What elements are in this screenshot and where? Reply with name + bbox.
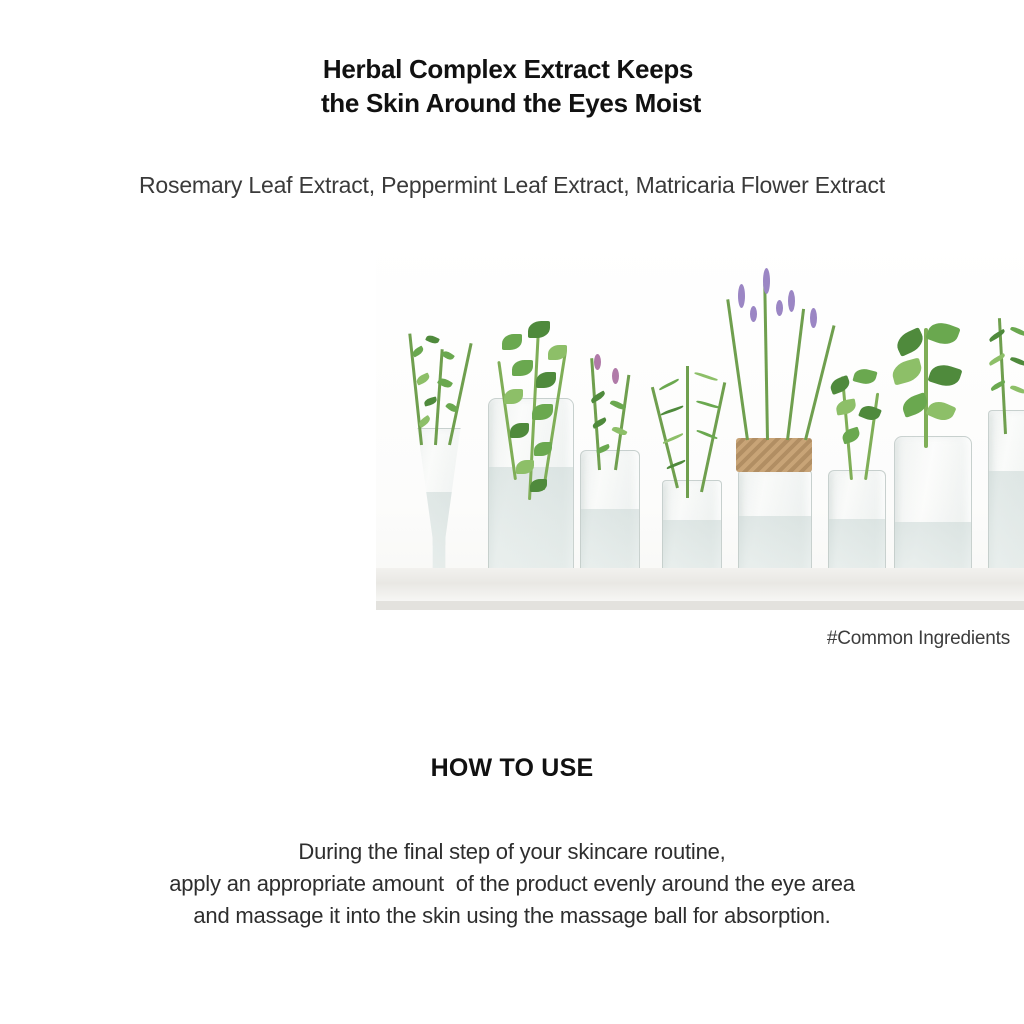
vessel-water — [989, 471, 1024, 579]
how-to-use-line-1: During the final step of your skincare routine, — [298, 839, 726, 864]
ingredient-subheading: Rosemary Leaf Extract, Peppermint Leaf Extract, Matricaria Flower Extract — [139, 172, 885, 198]
photo-shelf-edge — [376, 601, 1024, 610]
tall-glass-vessel — [988, 410, 1024, 580]
rope-wrap — [736, 438, 812, 472]
how-to-use-line-3: and massage it into the skin using the massage ball for absorption. — [193, 903, 831, 928]
how-to-use-description — [0, 836, 1024, 932]
headline-line-1: Herbal Complex Extract Keeps — [322, 54, 694, 84]
photo-caption: #Common Ingredients — [826, 628, 1010, 649]
basil-plant — [882, 318, 982, 448]
herbs-in-glass-bottles-photo — [376, 232, 1024, 620]
small-bottle-vessel — [828, 470, 886, 580]
page-title — [0, 52, 1024, 120]
how-to-use-line-2: apply an appropriate amount of the product evenly around the eye area — [169, 871, 855, 896]
photo-floor — [376, 610, 1024, 620]
thyme-sprigs — [400, 325, 478, 445]
embossed-bottle-vessel — [894, 436, 972, 580]
rosemary-flower-sprigs — [572, 350, 652, 470]
rope-wrapped-beaker-vessel — [738, 470, 812, 580]
trailing-vine-foliage — [484, 320, 580, 500]
rosemary-branch — [980, 314, 1024, 434]
photo-shelf-surface — [376, 568, 1024, 602]
headline-line-2: the Skin Around the Eyes Moist — [320, 88, 702, 118]
how-to-use-title: HOW TO USE — [430, 754, 594, 782]
